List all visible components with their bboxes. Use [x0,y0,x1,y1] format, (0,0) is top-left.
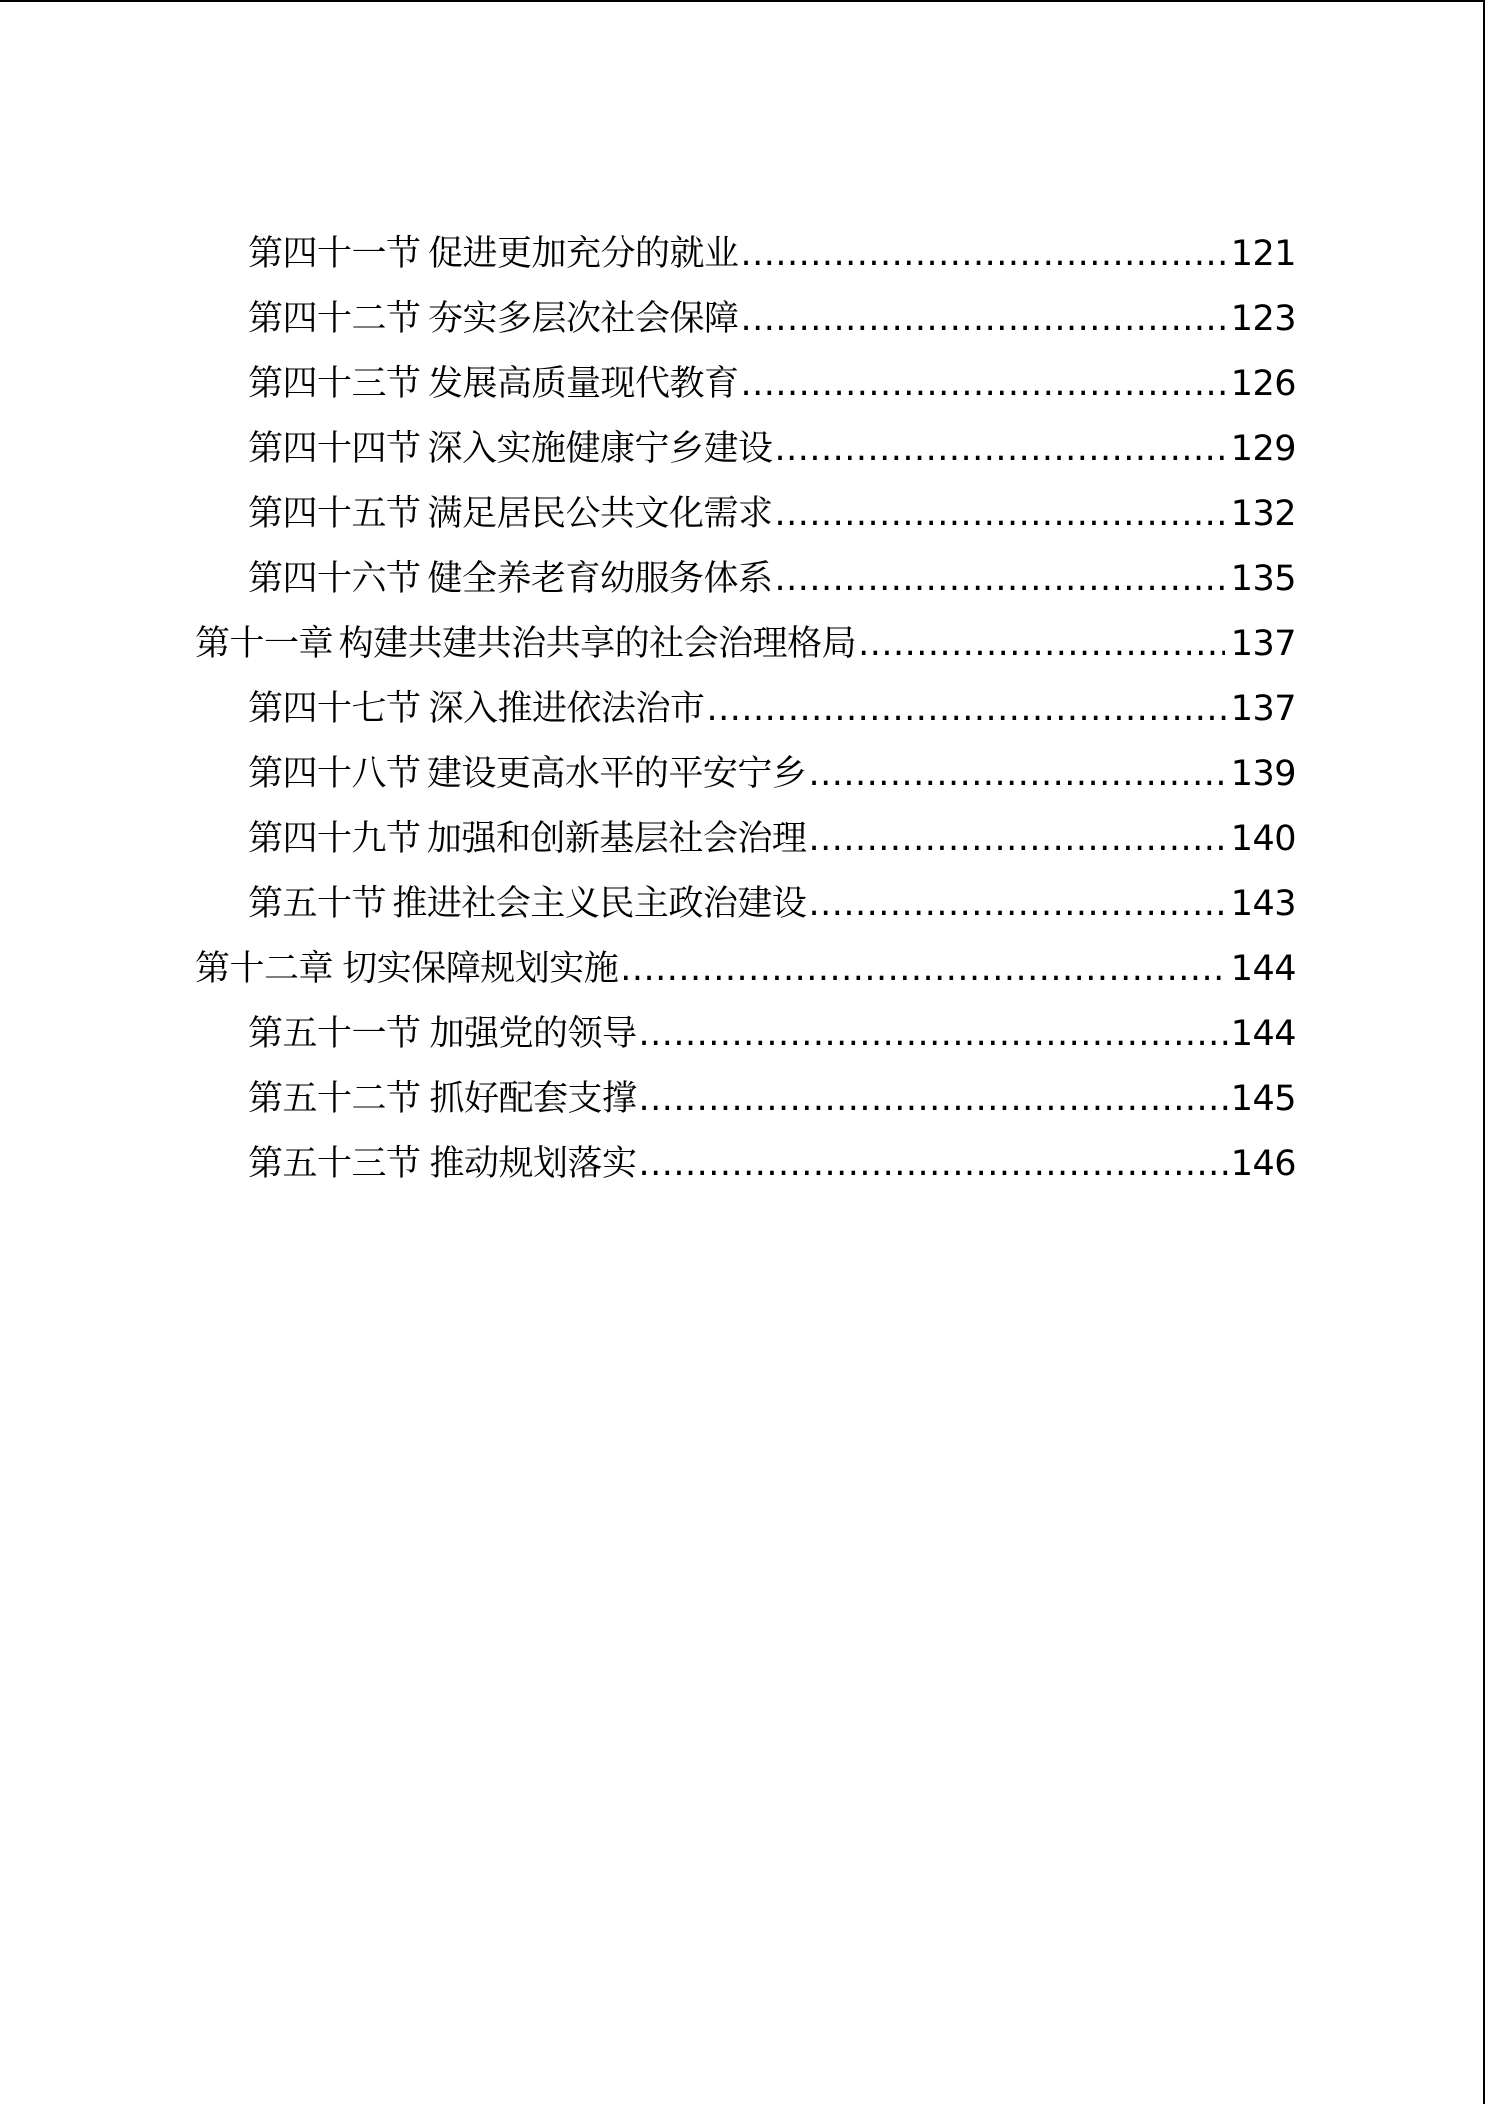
toc-page-number: 121 [1230,234,1296,274]
toc-entry-title: 发展高质量现代教育 [427,364,739,404]
toc-dot-leader [740,291,1228,347]
toc-entry-title: 推动规划落实 [429,1144,637,1184]
toc-section-entry[interactable] [195,681,1296,746]
toc-page-number: 145 [1230,1079,1296,1119]
toc-entry-title: 推进社会主义民主政治建设 [392,884,807,924]
toc-entry-label: 第四十六节 [248,559,421,599]
toc-entry-label: 第五十节 [248,884,387,924]
toc-entry-label: 第四十三节 [248,364,421,404]
toc-dot-leader [858,616,1225,672]
toc-entry-title: 健全养老育幼服务体系 [427,559,773,599]
toc-entry-label: 第五十三节 [248,1144,421,1184]
table-of-contents [195,226,1296,1201]
toc-entry-title: 加强和创新基层社会治理 [426,819,807,859]
toc-section-entry[interactable] [195,356,1296,421]
toc-dot-leader [707,681,1229,737]
toc-section-entry[interactable] [195,1006,1296,1071]
toc-page-number: 126 [1230,364,1296,404]
toc-entry-title: 夯实多层次社会保障 [427,299,739,339]
toc-section-entry[interactable] [195,226,1296,291]
toc-page-number: 139 [1230,754,1296,794]
toc-entry-title: 建设更高水平的平安宁乡 [426,754,807,794]
toc-page-number: 144 [1230,1014,1296,1054]
toc-section-entry[interactable] [195,1136,1296,1201]
toc-entry-label: 第十一章 [195,624,334,664]
toc-dot-leader [740,226,1228,282]
toc-entry-label: 第四十五节 [248,494,421,534]
toc-entry-label: 第五十一节 [248,1014,421,1054]
toc-entry-label: 第四十一节 [248,234,421,274]
toc-entry-label: 第十二章 [195,949,334,989]
toc-entry-label: 第四十七节 [248,689,421,729]
toc-dot-leader [774,421,1228,477]
toc-section-entry[interactable] [195,291,1296,356]
toc-dot-leader [808,746,1228,802]
toc-section-entry[interactable] [195,486,1296,551]
toc-chapter-entry[interactable] [195,616,1296,681]
toc-entry-label: 第四十九节 [248,819,421,859]
toc-page-number: 137 [1230,624,1296,664]
toc-page-number: 146 [1230,1144,1296,1184]
toc-entry-label: 第四十四节 [248,429,421,469]
toc-entry-label: 第四十八节 [248,754,421,794]
toc-entry-title: 加强党的领导 [429,1014,637,1054]
toc-section-entry[interactable] [195,876,1296,941]
toc-dot-leader [639,1071,1229,1127]
toc-entry-title: 抓好配套支撑 [429,1079,637,1119]
toc-section-entry[interactable] [195,551,1296,616]
toc-page-number: 129 [1230,429,1296,469]
toc-section-entry[interactable] [195,811,1296,876]
toc-entry-label: 第四十二节 [248,299,421,339]
toc-page-number: 137 [1230,689,1296,729]
toc-page-number: 143 [1230,884,1296,924]
toc-entry-title: 构建共建共治共享的社会治理格局 [338,624,857,664]
toc-page-number: 135 [1230,559,1296,599]
toc-page-number: 123 [1230,299,1296,339]
toc-page-number: 144 [1230,949,1296,989]
toc-dot-leader [639,1006,1229,1062]
toc-entry-title: 促进更加充分的就业 [427,234,739,274]
toc-dot-leader [620,941,1224,997]
toc-dot-leader [808,811,1228,867]
toc-section-entry[interactable] [195,421,1296,486]
toc-entry-title: 切实保障规划实施 [342,949,619,989]
toc-page-number: 132 [1230,494,1296,534]
toc-dot-leader [774,486,1228,542]
toc-section-entry[interactable] [195,1071,1296,1136]
toc-chapter-entry[interactable] [195,941,1296,1006]
toc-dot-leader [808,876,1228,932]
toc-dot-leader [774,551,1228,607]
toc-page-number: 140 [1230,819,1296,859]
toc-section-entry[interactable] [195,746,1296,811]
toc-entry-title: 满足居民公共文化需求 [427,494,773,534]
toc-dot-leader [740,356,1228,412]
toc-entry-label: 第五十二节 [248,1079,421,1119]
toc-dot-leader [639,1136,1229,1192]
toc-entry-title: 深入推进依法治市 [428,689,705,729]
toc-entry-title: 深入实施健康宁乡建设 [427,429,773,469]
